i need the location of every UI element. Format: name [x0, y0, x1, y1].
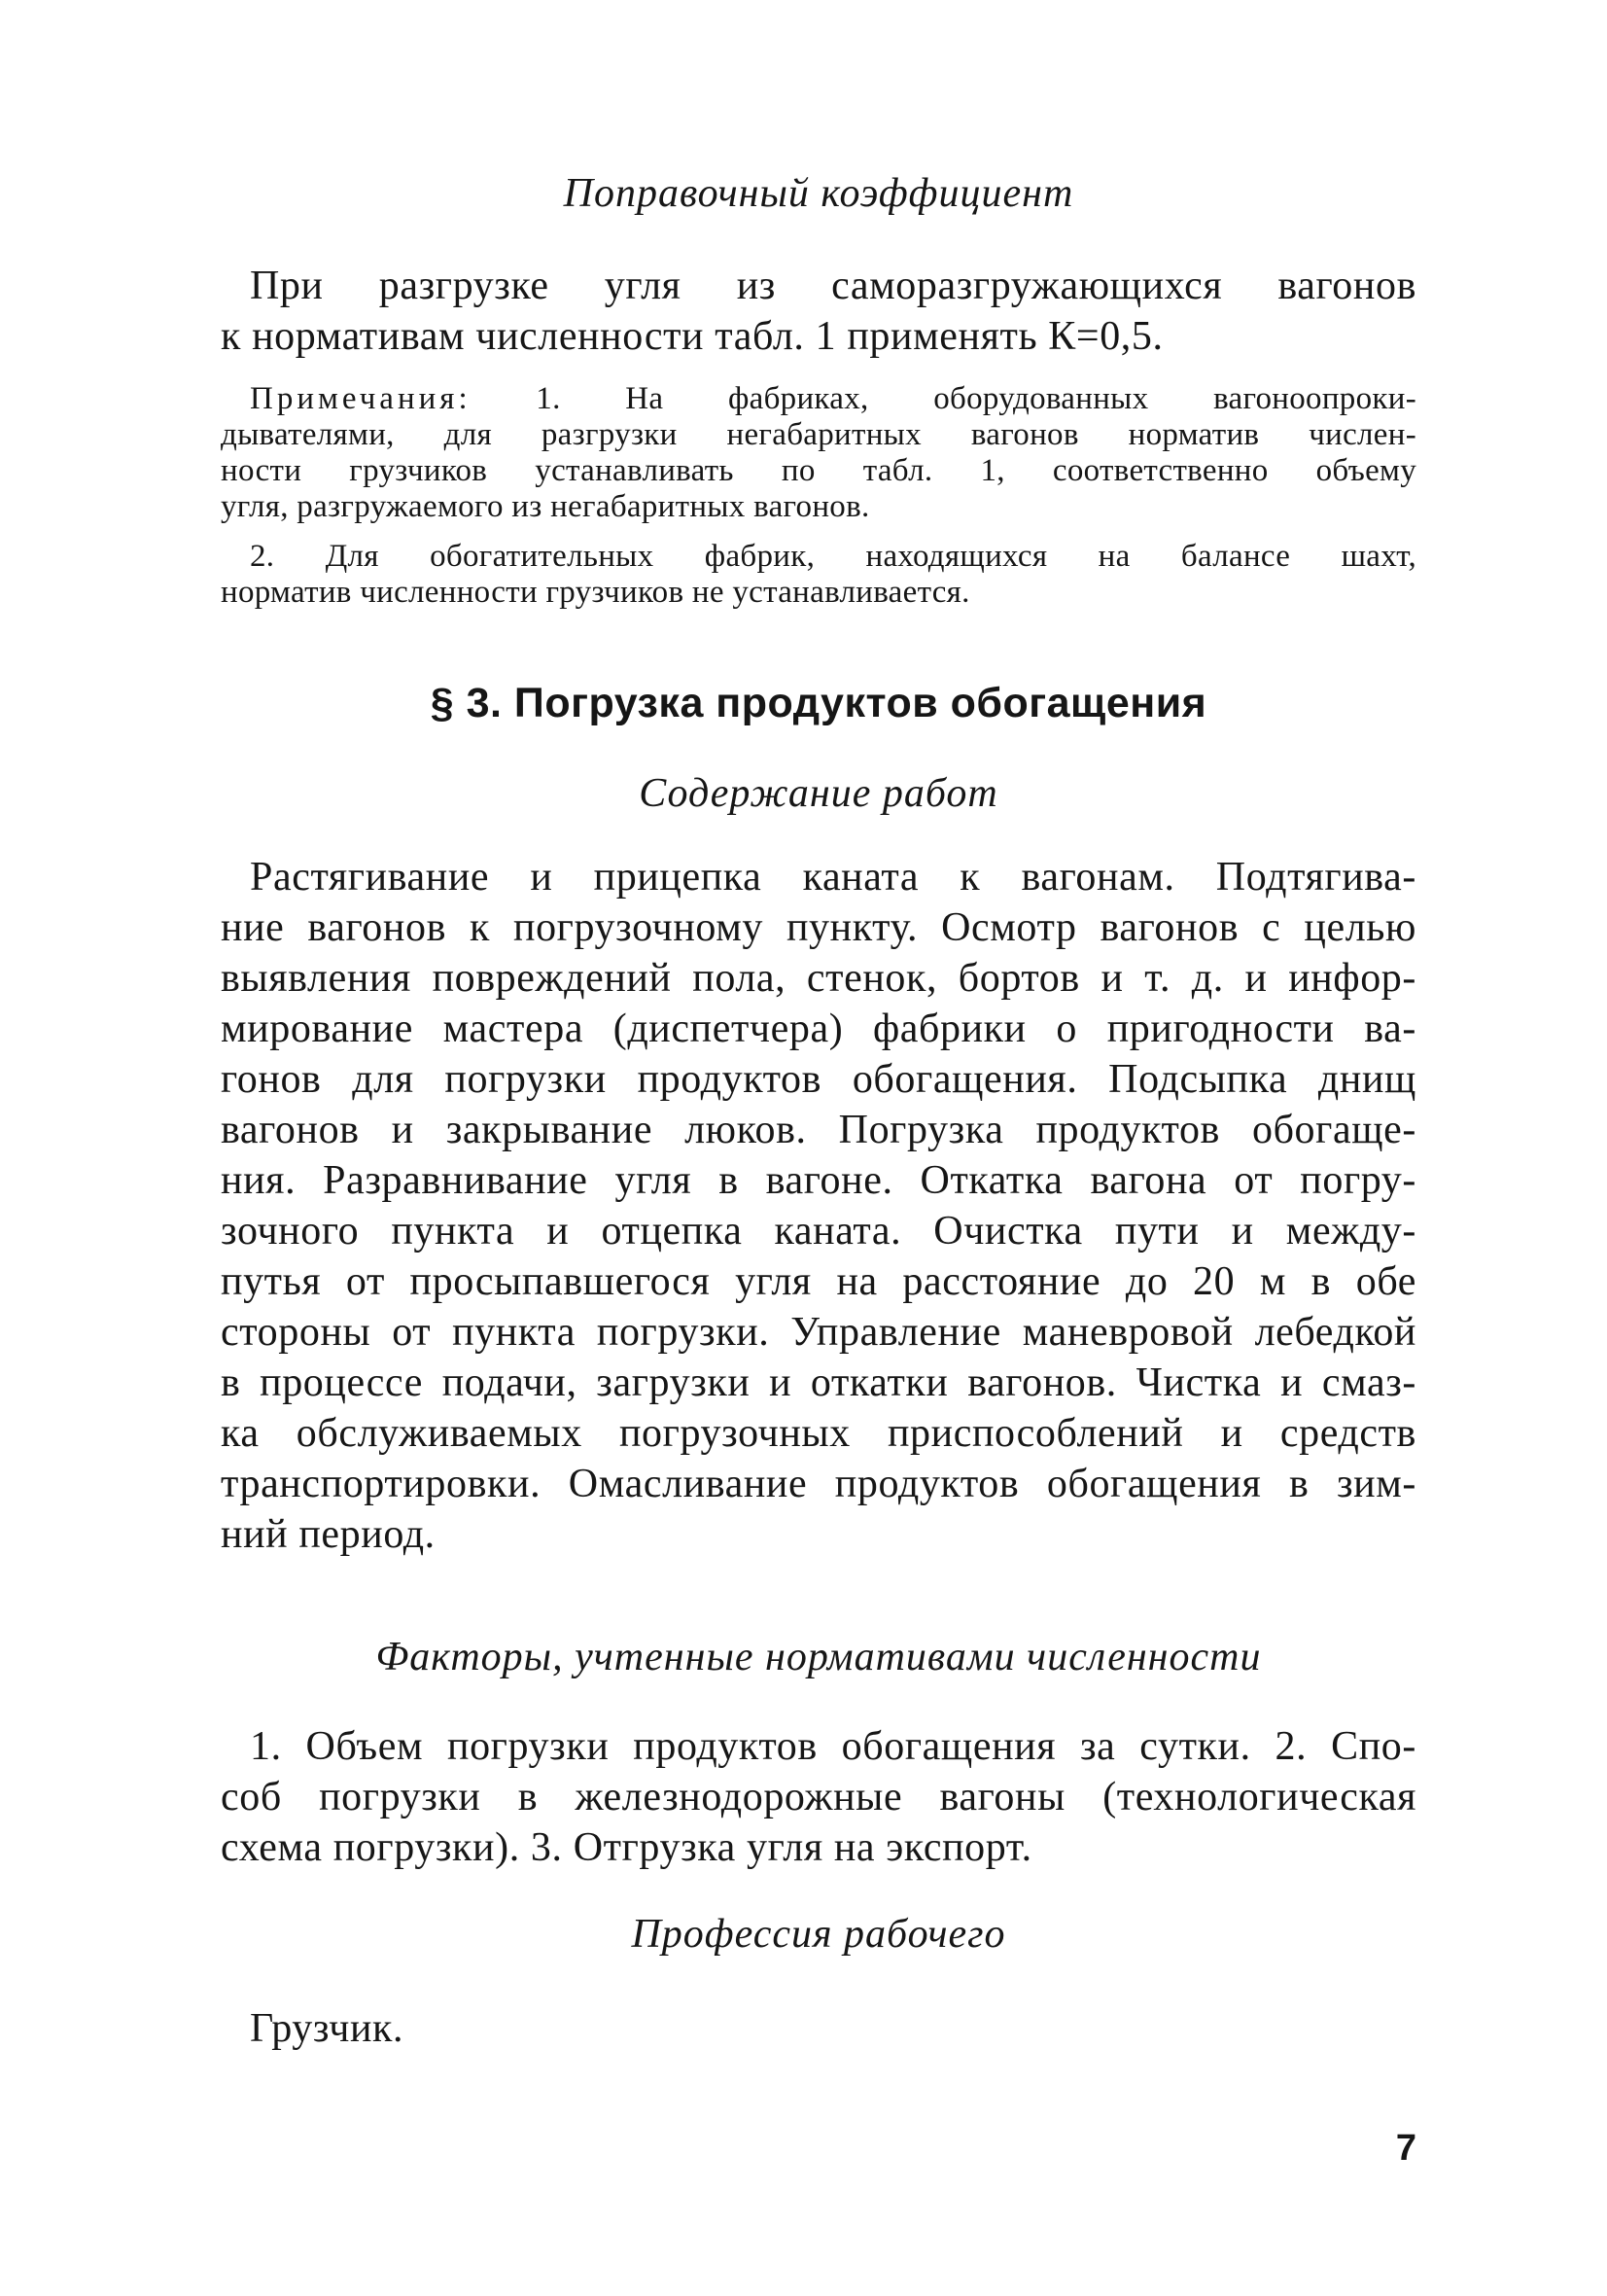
- page-number: 7: [1395, 2128, 1416, 2169]
- factors-line-3: схема погрузки). 3. Отгрузка угля на экспорт.: [221, 1825, 1032, 1870]
- correction-paragraph: [221, 261, 1416, 362]
- factors-paragraph: [221, 1721, 1416, 1873]
- note-1-line-1: Примечания: 1. На фабриках, оборудованных вагоноопроки-: [250, 381, 1416, 416]
- note-1-continued: [221, 417, 1416, 525]
- work-line-10: стороны от пункта погрузки. Управление маневровой лебедкой: [221, 1310, 1416, 1355]
- work-line-13: транспортировки. Омасливание продуктов обогащения в зим-: [221, 1462, 1416, 1506]
- work-content-paragraph: [221, 852, 1416, 1560]
- correction-line-2: к нормативам численности табл. 1 применять К=0,5.: [221, 314, 1164, 359]
- work-line-5: гонов для погрузки продуктов обогащения. Подсыпка днищ: [221, 1057, 1416, 1102]
- work-line-8: зочного пункта и отцепка каната. Очистка пути и междy-: [221, 1209, 1416, 1254]
- factors-heading: Факторы, учтенные нормативами численности: [375, 1635, 1262, 1679]
- work-line-3: выявления повреждений пола, стенок, бортов и т. д. и инфор-: [221, 956, 1416, 1001]
- factors-line-1: 1. Объем погрузки продуктов обогащения за сутки. 2. Спо-: [250, 1724, 1416, 1769]
- note-1: [250, 381, 1416, 417]
- note-2: [221, 539, 1416, 611]
- profession-paragraph: [221, 2003, 1416, 2054]
- note-1-line-2: дывателями, для разгрузки негабаритных вагонов норматив числен-: [221, 417, 1416, 452]
- section-title: § 3. Погрузка продуктов обогащения: [430, 680, 1207, 726]
- profession-value: Грузчик.: [250, 2006, 404, 2051]
- work-line-14: ний период.: [221, 1512, 436, 1557]
- work-line-12: ка обслуживаемых погрузочных приспособлений и средств: [221, 1411, 1416, 1456]
- work-line-9: путья от просыпавшегося угля на расстояние до 20 м в обе: [221, 1259, 1416, 1304]
- work-line-7: ния. Разравнивание угля в вагоне. Откатка вагона от погру-: [221, 1158, 1416, 1203]
- note-1-line-3: ности грузчиков устанавливать по табл. 1, соответственно объему: [221, 453, 1416, 488]
- work-line-1: Растягивание и прицепка каната к вагонам. Подтягива-: [250, 855, 1416, 900]
- note-2-line-1: 2. Для обогатительных фабрик, находящихся на балансе шахт,: [250, 539, 1416, 574]
- document-page: [221, 0, 1416, 2296]
- notes-label: Примечания:: [250, 381, 472, 416]
- note-2-line-2: норматив численности грузчиков не устанавливается.: [221, 575, 970, 610]
- work-line-4: мирование мастера (диспетчера) фабрики о пригодности ва-: [221, 1007, 1416, 1051]
- correction-heading: Поправочный коэффициент: [563, 171, 1074, 216]
- work-content-heading: Содержание работ: [639, 771, 998, 816]
- factors-line-2: соб погрузки в железнодорожные вагоны (технологическая: [221, 1775, 1416, 1819]
- work-line-2: ние вагонов к погрузочному пункту. Осмотр вагонов с целью: [221, 905, 1416, 950]
- profession-heading: Профессия рабочего: [631, 1912, 1006, 1957]
- note-1-line-4: угля, разгружаемого из негабаритных вагонов.: [221, 489, 870, 524]
- correction-line-1: При разгрузке угля из саморазгружающихся вагонов: [250, 264, 1416, 308]
- work-line-11: в процессе подачи, загрузки и откатки вагонов. Чистка и смаз-: [221, 1360, 1416, 1405]
- work-line-6: вагонов и закрывание люков. Погрузка продуктов обогаще-: [221, 1108, 1416, 1152]
